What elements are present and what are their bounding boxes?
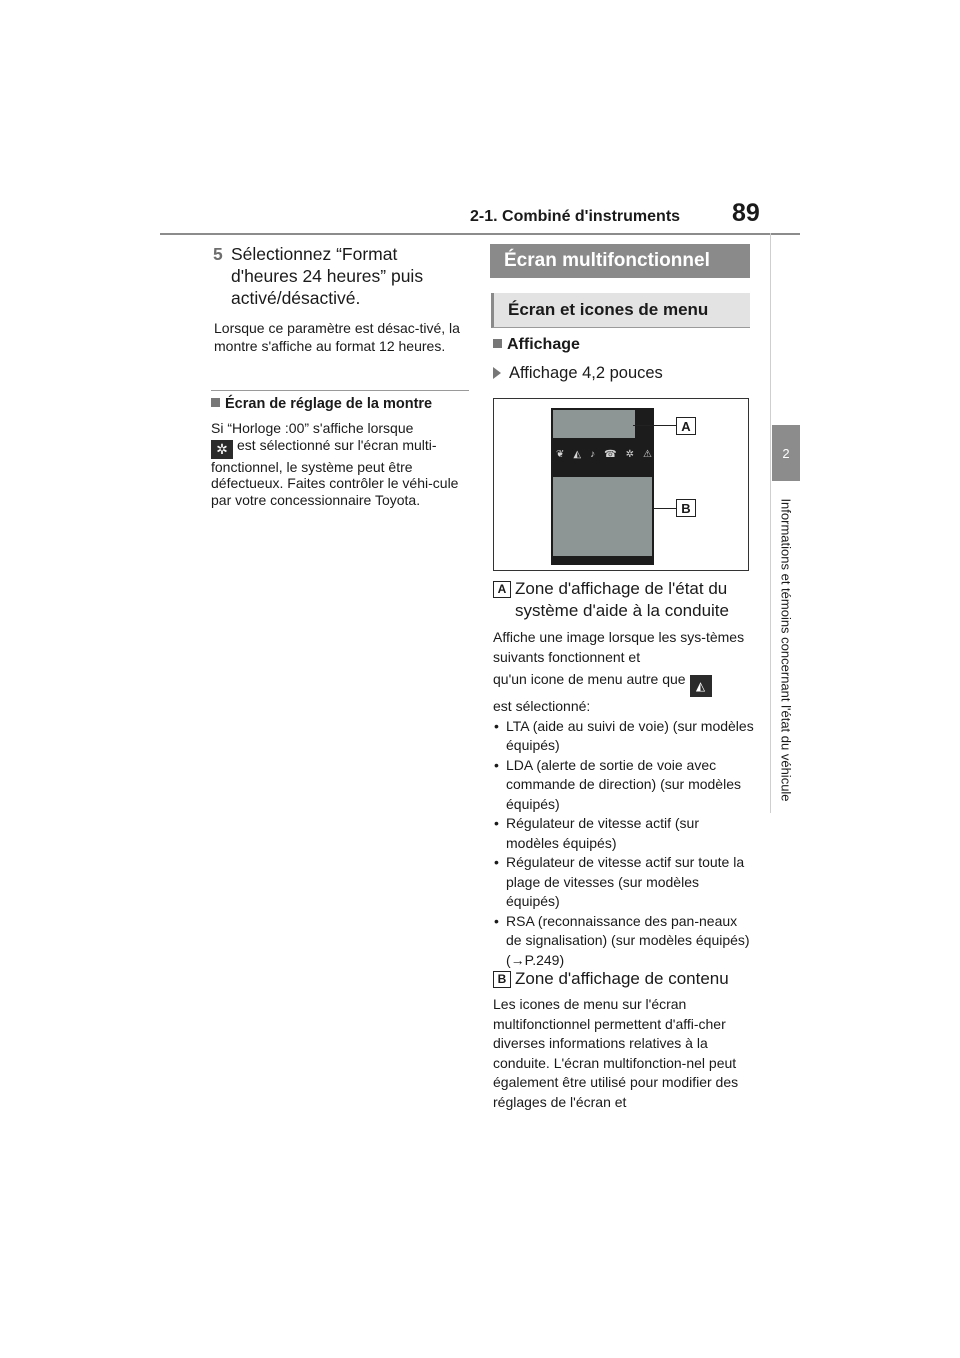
zone-a-area [553,410,635,438]
step-note: Lorsque ce paramètre est désac-tivé, la montre s'affiche au format 12 heures. [214,320,460,354]
zone-a-description: Affiche une image lorsque les sys-tèmes suivants fonctionnent et qu'un icone de menu autre que ◭ est sélectionné: • LTA (aide au suivi de voie) (sur modèles équipés) • LDA (alerte de sortie de voie avec commande de direction) (sur modèles équipés) • Régulateur de vitesse actif (sur modèles équipés) • Régulateur de vitesse actif sur toute la plage de vitesses (sur modèles équipés) • RSA (reconnaissance des pan-neaux de signalisation) (sur modèles équipés) (→P.249) [493,628,755,970]
zone-a-title: A Zone d'affichage de l'état du système d'aide à la conduite [493,578,753,622]
list-item: • LDA (alerte de sortie de voie avec commande de direction) (sur modèles équipés) [493,756,755,815]
systems-list [493,717,755,971]
step-5 [214,243,464,309]
callout-b-inline: B [493,971,511,988]
chapter-number: 2 [782,445,790,461]
zone-b-description: Les icones de menu sur l'écran multifonctionnel permettent d'affi-cher diverses informations relatives à la conduite. L'écran multifonction-nel peut également être utilisé pour modifier des réglages de l'écran et [493,996,739,1110]
callout-a: A [676,417,696,435]
callout-a-inline: A [493,581,511,598]
step-text: Sélectionnez “Format d'heures 24 heures” puis activé/désactivé. [231,244,424,308]
callout-b: B [676,499,696,517]
list-item: • Régulateur de vitesse actif sur toute la plage de vitesses (sur modèles équipés) [493,853,755,912]
heading-display-size: Affichage 4,2 pouces [493,364,663,383]
phone-car-icon: ☎ [604,449,617,460]
driving-assist-icon: ◭ [690,675,712,697]
side-rule [770,233,771,813]
square-bullet-icon [211,398,220,407]
subheading: Écran de réglage de la montre [211,396,432,412]
list-item: • LTA (aide au suivi de voie) (sur modèles équipés) [493,717,755,756]
chapter-title: Informations et témoins concernant l'état du véhicule [778,498,794,802]
section-title: 2-1. Combiné d'instruments [470,208,681,225]
audio-icon: ♪ [590,449,596,460]
chapter-tab [772,425,800,481]
square-bullet-icon [493,339,502,348]
header-rule [160,233,800,235]
zone-b-area [553,477,652,556]
leader-line-b [654,508,676,509]
driving-assist-icon: ◭ [573,449,582,460]
page-number: 89 [732,199,760,227]
gear-icon: ✲ [211,440,233,459]
menu-icons [556,449,652,460]
warning-icon: ⚠ [643,449,652,460]
clock-paragraph: Si “Horloge :00” s'affiche lorsque ✲ est sélectionné sur l'écran multi- fonctionnel, le système peut être défectueux. Faites contrôler le véhi-cule par votre concessionnaire Toyota. [211,420,459,508]
settings-icon: ✲ [625,449,635,460]
triangle-bullet-icon [493,367,501,379]
eco-icon: ❦ [556,449,565,460]
leader-line-a [633,425,676,426]
list-item: • Régulateur de vitesse actif (sur modèles équipés) [493,814,755,853]
subsection-banner: Écran et icones de menu [491,293,750,328]
section-banner: Écran multifonctionnel [490,244,750,278]
step-number: 5 [213,244,223,264]
separator [211,390,469,391]
list-item: • RSA (reconnaissance des pan-neaux de signalisation) (sur modèles équipés) (→P.249) [493,912,755,971]
zone-b-title: B Zone d'affichage de contenu [493,968,753,990]
heading-affichage: Affichage [493,336,580,354]
